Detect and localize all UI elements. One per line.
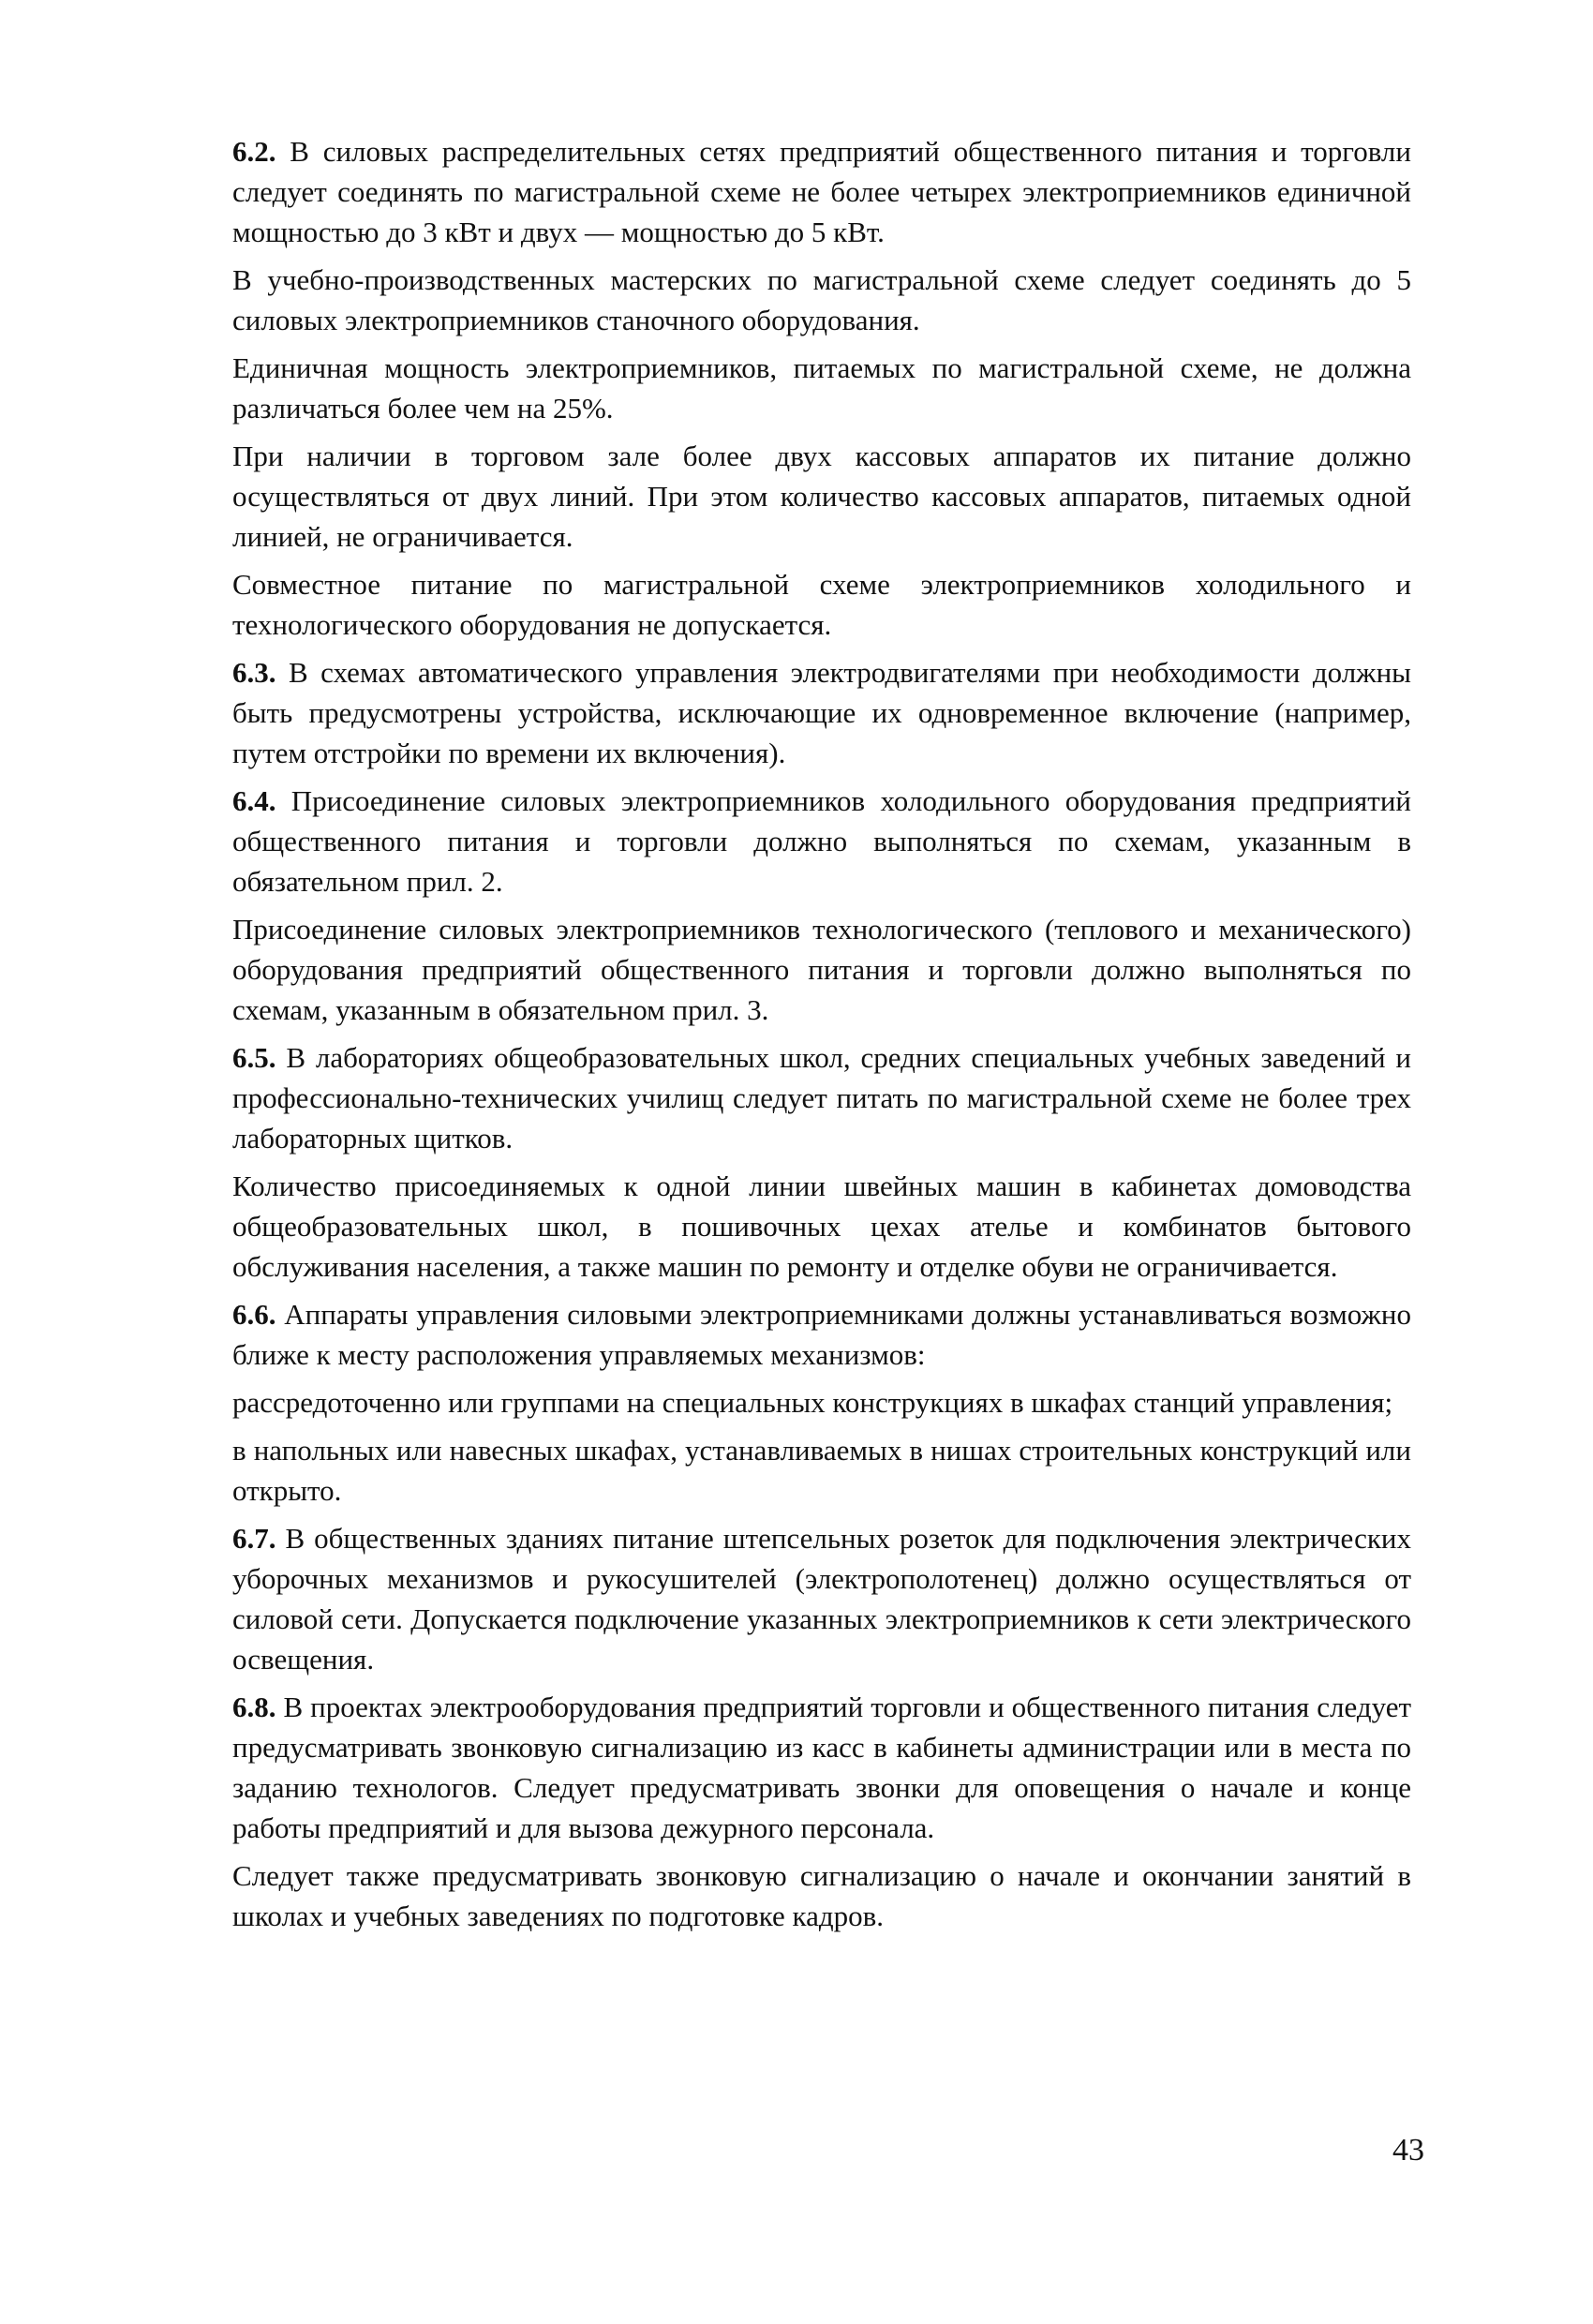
paragraph-6-3 <box>232 652 1411 773</box>
paragraph-text: В лабораториях общеобразовательных школ, средних специальных учебных заведений и профессионально-технических училищ следует питать по магистральной схеме не более трех лабораторных щитков. <box>232 1041 1411 1155</box>
paragraph-cabinets <box>232 1430 1411 1511</box>
paragraph-text: В общественных зданиях питание штепсельных розеток для подключения электрических уборочных механизмов и рукосушителей (электрополотенец) должно осуществляться от силовой сети. Допускается подключение указанных электроприемников к сети электрического освещения. <box>232 1522 1411 1676</box>
paragraph-6-5 <box>232 1037 1411 1158</box>
paragraph-text: В учебно-производственных мастерских по магистральной схеме следует соединять до 5 силовых электроприемников станочного оборудования. <box>232 263 1411 336</box>
page-number: 43 <box>1392 2133 1424 2168</box>
paragraph-text: в напольных или навесных шкафах, устанавливаемых в нишах строительных конструкций или открыто. <box>232 1434 1411 1507</box>
paragraph-text: Присоединение силовых электроприемников технологического (теплового и механического) оборудования предприятий общественного питания и торговли должно выполняться по схемам, указанным в обязательном прил. 3. <box>232 913 1411 1026</box>
paragraph-school-bells <box>232 1855 1411 1936</box>
clause-number: 6.2. <box>232 135 276 168</box>
paragraph-text: Следует также предусматривать звонковую сигнализацию о начале и окончании занятий в школах и учебных заведениях по подготовке кадров. <box>232 1859 1411 1932</box>
paragraph-sewing-machines <box>232 1166 1411 1287</box>
paragraph-text: Аппараты управления силовыми электроприемниками должны устанавливаться возможно ближе к месту расположения управляемых механизмов: <box>232 1298 1412 1371</box>
document-body <box>232 131 1411 1944</box>
paragraph-text: При наличии в торговом зале более двух кассовых аппаратов их питание должно осуществляться от двух линий. При этом количество кассовых аппаратов, питаемых одной линией, не ограничивается. <box>232 439 1411 553</box>
paragraph-text: Количество присоединяемых к одной линии швейных машин в кабинетах домоводства общеобразовательных школ, в пошивочных цехах ателье и комбинатов бытового обслуживания населения, а также машин по ремонту и отделке обуви не ограничивается. <box>232 1169 1411 1283</box>
paragraph-text: Единичная мощность электроприемников, питаемых по магистральной схеме, не должна различаться более чем на 25%. <box>232 351 1411 425</box>
clause-number: 6.7. <box>232 1522 276 1555</box>
paragraph-workshops <box>232 260 1411 340</box>
paragraph-6-7 <box>232 1518 1411 1679</box>
clause-number: 6.5. <box>232 1041 276 1074</box>
paragraph-6-4 <box>232 781 1411 901</box>
paragraph-text: В силовых распределительных сетях предприятий общественного питания и торговли следует соединять по магистральной схеме не более четырех электроприемников единичной мощностью до 3 кВт и двух — мощностью до 5 кВт. <box>232 135 1411 248</box>
paragraph-joint-supply <box>232 564 1411 645</box>
paragraph-6-6 <box>232 1294 1411 1375</box>
paragraph-text: В проектах электрооборудования предприятий торговли и общественного питания следует предусматривать звонковую сигнализацию из касс в кабинеты администрации или в места по заданию технологов. Следует предусматривать звонки для оповещения о начале и конце работы предприятий и для вызова дежурного персонала. <box>232 1691 1412 1844</box>
clause-number: 6.6. <box>232 1298 276 1331</box>
paragraph-cash-registers <box>232 436 1411 557</box>
paragraph-technological <box>232 909 1411 1030</box>
paragraph-unit-power <box>232 348 1411 428</box>
paragraph-text: Совместное питание по магистральной схеме электроприемников холодильного и технологического оборудования не допускается. <box>232 568 1411 641</box>
paragraph-6-2 <box>232 131 1411 252</box>
paragraph-text: Присоединение силовых электроприемников холодильного оборудования предприятий общественного питания и торговли должно выполняться по схемам, указанным в обязательном прил. 2. <box>232 784 1412 898</box>
paragraph-6-8 <box>232 1687 1411 1848</box>
clause-number: 6.8. <box>232 1691 276 1723</box>
paragraph-dispersed <box>232 1382 1411 1423</box>
paragraph-text: В схемах автоматического управления электродвигателями при необходимости должны быть предусмотрены устройства, исключающие их одновременное включение (например, путем отстройки по времени их включения). <box>232 656 1411 769</box>
clause-number: 6.4. <box>232 784 276 817</box>
clause-number: 6.3. <box>232 656 276 689</box>
paragraph-text: рассредоточенно или группами на специальных конструкциях в шкафах станций управления; <box>232 1386 1393 1419</box>
